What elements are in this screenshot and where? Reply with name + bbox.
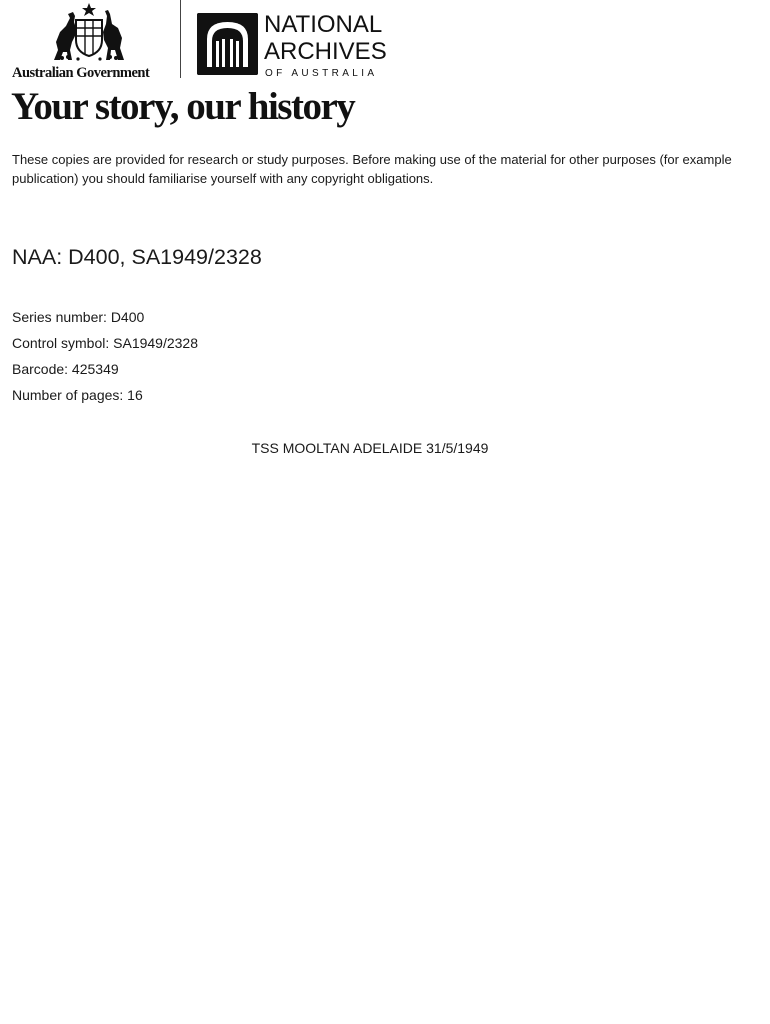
copyright-disclaimer: These copies are provided for research or study purposes. Before making use of the material for other purposes (for example publication) you should familiarise yourself with any copyright obligations. [12, 152, 732, 186]
tagline: Your story, our history [11, 85, 355, 128]
coat-of-arms-icon [48, 2, 130, 62]
number-of-pages: Number of pages: 16 [12, 387, 143, 403]
control-symbol: Control symbol: SA1949/2328 [12, 335, 198, 351]
item-title: TSS MOOLTAN ADELAIDE 31/5/1949 [251, 440, 489, 456]
australian-government-logo [12, 2, 168, 80]
archives-name-line1: NATIONAL [264, 11, 383, 38]
record-title: NAA: D400, SA1949/2328 [12, 245, 262, 269]
logo-divider [180, 0, 181, 78]
government-name: Australian Government [12, 65, 150, 81]
archives-name-line3: OF AUSTRALIA [265, 68, 378, 79]
national-archives-logo [197, 13, 397, 79]
archives-name-line2: ARCHIVES [264, 38, 387, 65]
header [0, 0, 770, 90]
record-metadata [12, 304, 198, 408]
barcode: Barcode: 425349 [12, 361, 119, 377]
archway-icon [197, 13, 258, 75]
series-number: Series number: D400 [12, 309, 145, 325]
